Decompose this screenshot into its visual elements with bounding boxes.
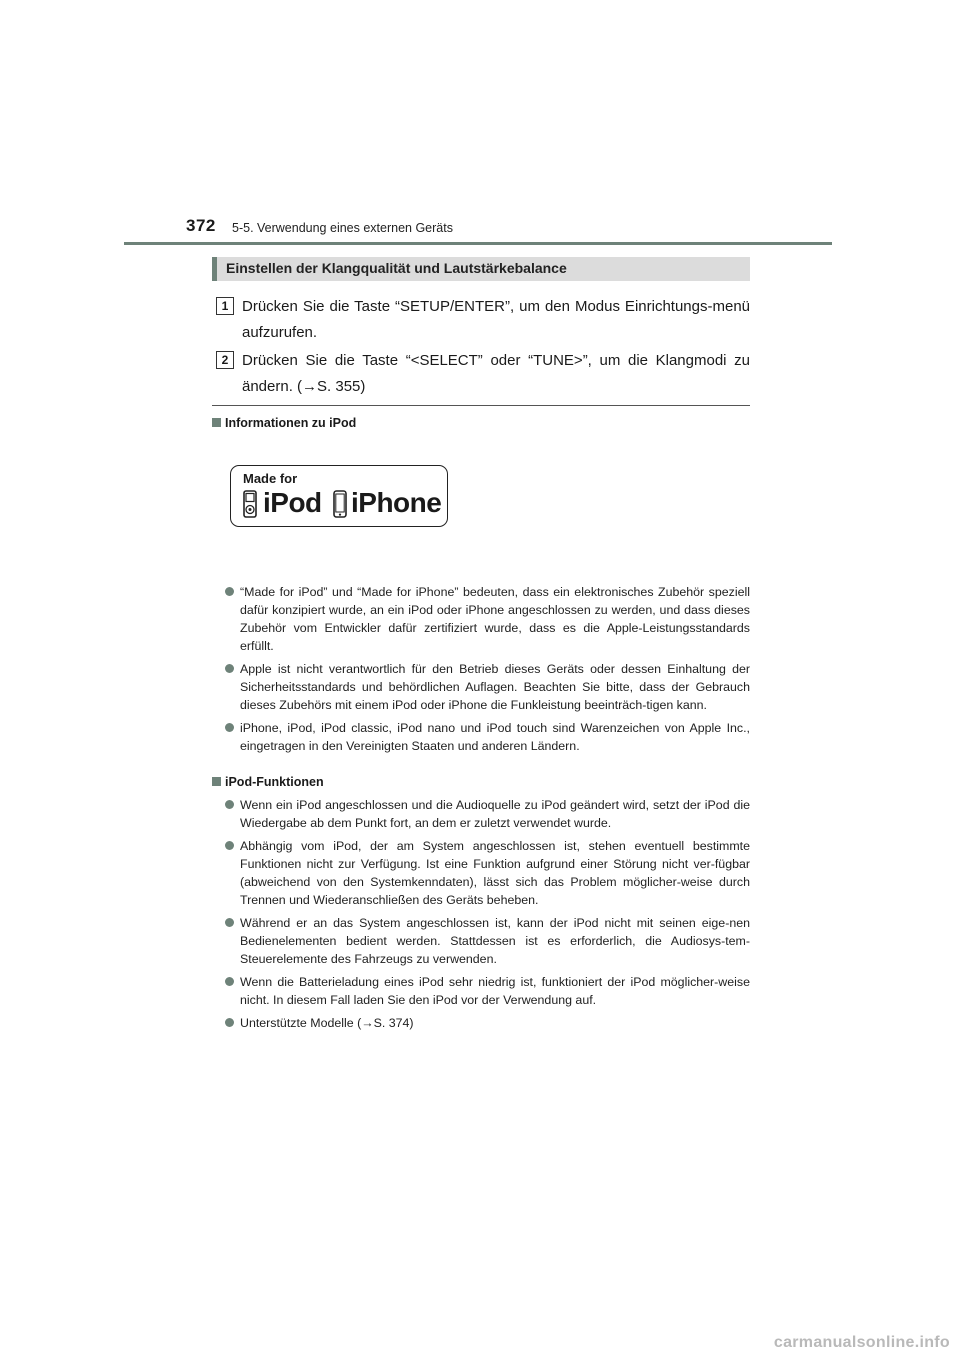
step-2 bbox=[216, 348, 750, 400]
bullet-text: Wenn die Batterieladung eines iPod sehr niedrig ist, funktioniert der iPod möglicher-weise nicht. In diesem Fall laden Sie den iPod vor der Verwendung auf. bbox=[240, 975, 750, 1007]
round-bullet-icon bbox=[225, 1018, 234, 1027]
page-number: 372 bbox=[186, 216, 216, 235]
round-bullet-icon bbox=[225, 723, 234, 732]
bullet-text: “Made for iPod” und “Made for iPhone” bedeuten, dass ein elektronisches Zubehör speziell dafür konzipiert wurde, an ein iPod oder iPhone angeschlossen zu werden, und dass dieses Zubehör vom Entwickler dafür zertifiziert wurde, dass es die Apple-Leistungsstandards erfüllt. bbox=[240, 585, 750, 653]
ipod-icon bbox=[243, 490, 257, 518]
list-item bbox=[225, 583, 750, 655]
list-item bbox=[225, 973, 750, 1009]
logo-ipod-text: iPod bbox=[263, 487, 322, 518]
logo-made-for: Made for bbox=[243, 471, 298, 486]
step-number-1: 1 bbox=[216, 297, 234, 315]
round-bullet-icon bbox=[225, 800, 234, 809]
divider bbox=[212, 405, 750, 406]
list-item bbox=[225, 914, 750, 968]
round-bullet-icon bbox=[225, 841, 234, 850]
list-item bbox=[225, 1014, 750, 1032]
step-text-1: Drücken Sie die Taste “SETUP/ENTER”, um den Modus Einrichtungs-menü aufzurufen. bbox=[242, 298, 750, 341]
ipod-functions-bullets bbox=[225, 796, 750, 1037]
section-title: Einstellen der Klangqualität und Lautstärkebalance bbox=[226, 260, 567, 276]
list-item bbox=[225, 796, 750, 832]
step-text-2: Drücken Sie die Taste “<SELECT” oder “TUNE>”, um die Klangmodi zu ändern. (→S. 355) bbox=[242, 352, 750, 395]
step-number-2: 2 bbox=[216, 351, 234, 369]
made-for-ipod-iphone-logo bbox=[230, 465, 448, 527]
list-item bbox=[225, 719, 750, 755]
subheading-ipod-functions-text: iPod-Funktionen bbox=[225, 775, 324, 789]
bullet-text: Unterstützte Modelle (→S. 374) bbox=[240, 1016, 414, 1030]
info-ipod-bullets bbox=[225, 583, 750, 760]
subheading-info-ipod-text: Informationen zu iPod bbox=[225, 416, 357, 430]
bullet-text: iPhone, iPod, iPod classic, iPod nano und iPod touch sind Warenzeichen von Apple Inc., eingetragen in den Vereinigten Staaten und anderen Ländern. bbox=[240, 721, 750, 753]
bullet-text: Während er an das System angeschlossen ist, kann der iPod nicht mit seinen eige-nen Bedienelementen bedient werden. Stattdessen ist es erforderlich, die Audiosys-tem-Steuerelemente des Fahrzeugs zu verwenden. bbox=[240, 916, 750, 966]
bullet-text: Abhängig vom iPod, der am System angeschlossen ist, stehen eventuell bestimmte Funktionen nicht zur Verfügung. Ist eine Funktion aufgrund einer Störung nicht ver-fügbar (abweichend von den Systemkenndaten), lässt sich das Problem möglicher-weise durch Trennen und Wiederanschließen des Geräts beheben. bbox=[240, 839, 750, 907]
chapter-title: 5-5. Verwendung eines externen Geräts bbox=[232, 221, 453, 235]
round-bullet-icon bbox=[225, 664, 234, 673]
header-rule bbox=[124, 242, 832, 245]
list-item bbox=[225, 660, 750, 714]
subheading-info-ipod bbox=[212, 416, 356, 430]
round-bullet-icon bbox=[225, 918, 234, 927]
round-bullet-icon bbox=[225, 587, 234, 596]
step-1 bbox=[216, 294, 750, 346]
bullet-text: Wenn ein iPod angeschlossen und die Audioquelle zu iPod geändert wird, setzt der iPod die Wiedergabe ab dem Punkt fort, an dem er zuletzt verwendet wurde. bbox=[240, 798, 750, 830]
square-bullet-icon bbox=[212, 418, 221, 427]
iphone-icon bbox=[333, 490, 347, 518]
section-title-bar bbox=[212, 257, 750, 281]
watermark-link[interactable]: carmanualsonline.info bbox=[773, 1334, 950, 1351]
bullet-text: Apple ist nicht verantwortlich für den Betrieb dieses Geräts oder dessen Einhaltung der Sicherheitsstandards und behördlichen Auflagen. Beachten Sie bitte, dass der Gebrauch dieses Zubehörs mit einem iPod oder iPhone die Funkleistung beeinträch-tigen kann. bbox=[240, 662, 750, 712]
square-bullet-icon bbox=[212, 777, 221, 786]
list-item bbox=[225, 837, 750, 909]
subheading-ipod-functions bbox=[212, 775, 324, 789]
round-bullet-icon bbox=[225, 977, 234, 986]
logo-iphone-text: iPhone bbox=[351, 487, 442, 518]
